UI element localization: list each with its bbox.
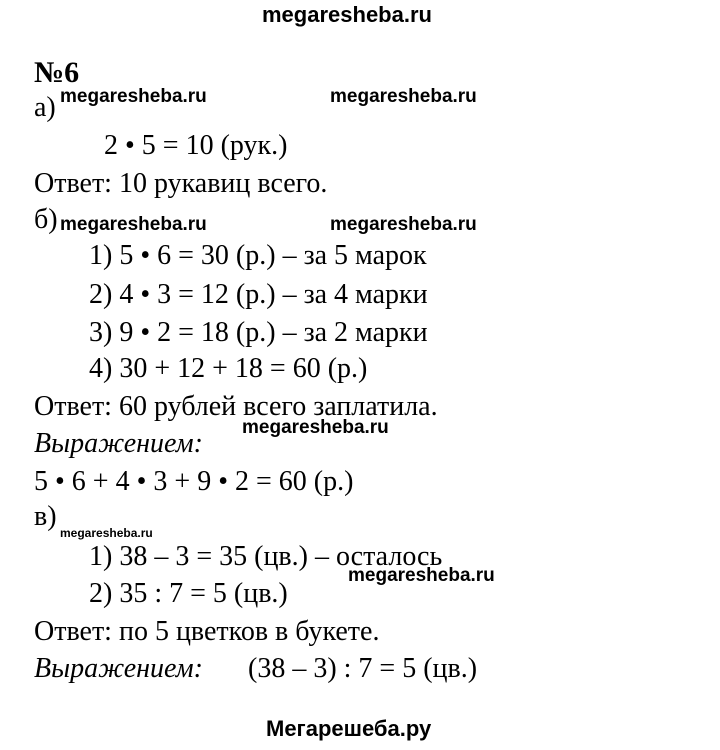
solution-line: 2) 35 : 7 = 5 (цв.) xyxy=(89,578,288,609)
expression-label: Выражением: xyxy=(34,653,203,684)
part-c-label: в) xyxy=(34,501,57,532)
watermark: megaresheba.ru xyxy=(60,86,207,107)
solution-line: 2 • 5 = 10 (рук.) xyxy=(104,130,288,161)
answer-line: Ответ: 10 рукавиц всего. xyxy=(34,168,328,199)
expression-line: 5 • 6 + 4 • 3 + 9 • 2 = 60 (р.) xyxy=(34,466,354,497)
solution-line: 2) 4 • 3 = 12 (р.) – за 4 марки xyxy=(89,279,428,310)
watermark: megaresheba.ru xyxy=(242,417,389,438)
watermark: megaresheba.ru xyxy=(330,214,477,235)
part-a-label: а) xyxy=(34,92,56,123)
solution-line: 1) 38 – 3 = 35 (цв.) – осталось xyxy=(89,541,443,572)
answer-line: Ответ: по 5 цветков в букете. xyxy=(34,616,380,647)
solution-line: 3) 9 • 2 = 18 (р.) – за 2 марки xyxy=(89,317,428,348)
answer-line: Ответ: 60 рублей всего заплатила. xyxy=(34,391,438,422)
site-footer: Мегарешеба.ру xyxy=(266,716,432,741)
watermark: megaresheba.ru xyxy=(60,214,207,235)
site-header: megaresheba.ru xyxy=(262,2,432,27)
expression-line: (38 – 3) : 7 = 5 (цв.) xyxy=(248,653,478,684)
part-b-label: б) xyxy=(34,204,58,235)
watermark: megaresheba.ru xyxy=(60,526,153,540)
expression-label: Выражением: xyxy=(34,428,203,459)
problem-number: №6 xyxy=(34,56,80,89)
solution-line: 1) 5 • 6 = 30 (р.) – за 5 марок xyxy=(89,240,427,271)
watermark: megaresheba.ru xyxy=(348,565,495,586)
solution-line: 4) 30 + 12 + 18 = 60 (р.) xyxy=(89,353,368,384)
watermark: megaresheba.ru xyxy=(330,86,477,107)
